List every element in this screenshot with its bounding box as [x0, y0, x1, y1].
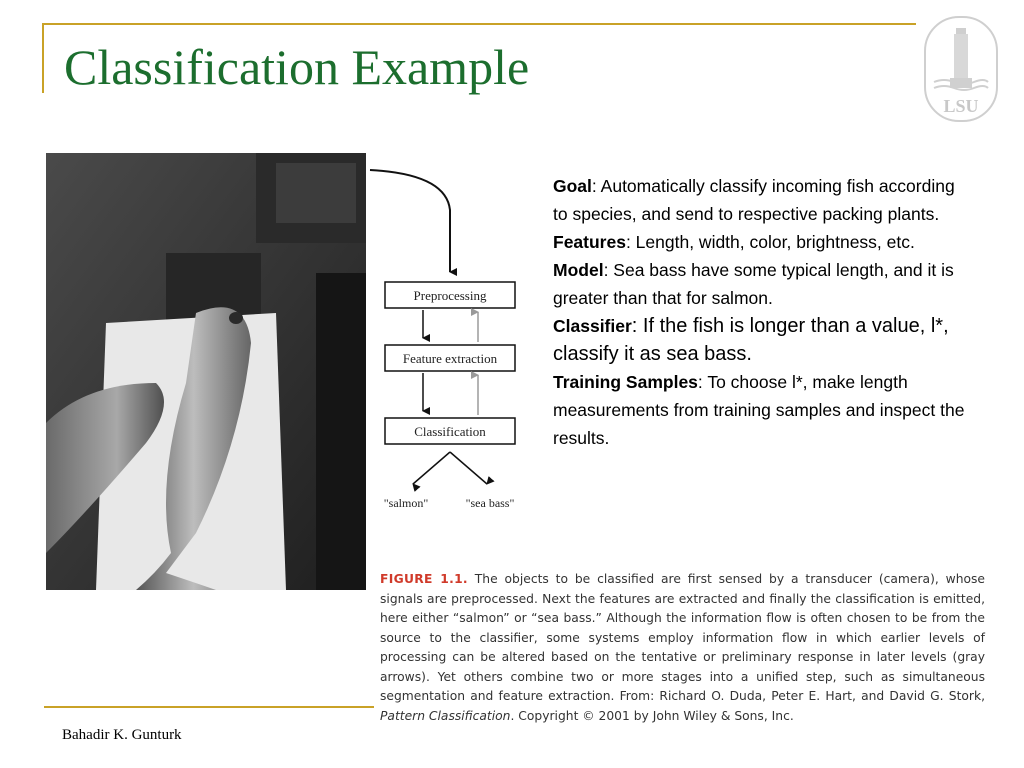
feature-extraction-label: Feature extraction [402, 351, 498, 366]
classification-box [385, 418, 515, 444]
model-label: Model [553, 260, 604, 280]
classifier-note [553, 312, 973, 368]
output-sea-bass: "sea bass" [465, 496, 515, 510]
features-note [553, 228, 973, 256]
slide-title: Classification Example [64, 39, 530, 95]
model-text: : Sea bass have some typical length, and it is greater than that for salmon. [553, 260, 954, 308]
goal-note [553, 172, 973, 228]
sea-bass-output-arrow [450, 452, 487, 484]
feature-extraction-box [385, 345, 515, 371]
fish-photo [46, 153, 366, 590]
training-samples-label: Training Samples [553, 372, 698, 392]
notes-panel [553, 172, 973, 452]
caption-copyright: . Copyright © 2001 by John Wiley & Sons, Inc. [510, 708, 794, 723]
caption-book-title: Pattern Classification [380, 708, 511, 723]
left-divider [42, 23, 44, 93]
classifier-label: Classifier [553, 316, 632, 336]
figure-label: FIGURE 1.1. [380, 572, 468, 586]
output-salmon: "salmon" [383, 496, 429, 510]
top-divider [44, 23, 916, 25]
caption-text: The objects to be classified are first sensed by a transducer (camera), whose signals are preprocessed. Next the features are extracted and finally the classification is emitted, here either “salmon” or “sea bass.” Although the information flow is often chosen to be from the source to the classifier, some systems employ information flow in which earlier levels of processing can be altered based on the tentative or preliminary response in later levels (gray arrows). Yet others combine two or more stages into a unified step, such as simultaneous segmentation and feature extraction. From: Richard O. Duda, Peter E. Hart, and David G. Stork, [380, 572, 985, 703]
salmon-output-arrow [413, 452, 450, 484]
classifier-text: : If the fish is longer than a value, l*, classify it as sea bass. [553, 315, 949, 365]
goal-text: : Automatically classify incoming fish according to species, and send to respective packing plants. [553, 176, 955, 224]
preprocessing-box [385, 282, 515, 308]
training-samples-note [553, 368, 973, 452]
input-arrow [370, 170, 450, 272]
model-note [553, 256, 973, 312]
classification-label: Classification [414, 424, 486, 439]
classification-flow-diagram [368, 150, 538, 520]
training-samples-text: : To choose l*, make length measurements from training samples and inspect the results. [553, 372, 965, 448]
footer-author: Bahadir K. Gunturk [62, 727, 182, 743]
logo-text: LSU [943, 96, 979, 116]
preprocessing-label: Preprocessing [413, 288, 487, 303]
bottom-divider [44, 706, 374, 708]
features-text: : Length, width, color, brightness, etc. [625, 232, 915, 252]
goal-label: Goal [553, 176, 592, 196]
figure-caption [380, 570, 985, 726]
features-label: Features [553, 232, 626, 252]
lsu-logo [924, 16, 998, 122]
